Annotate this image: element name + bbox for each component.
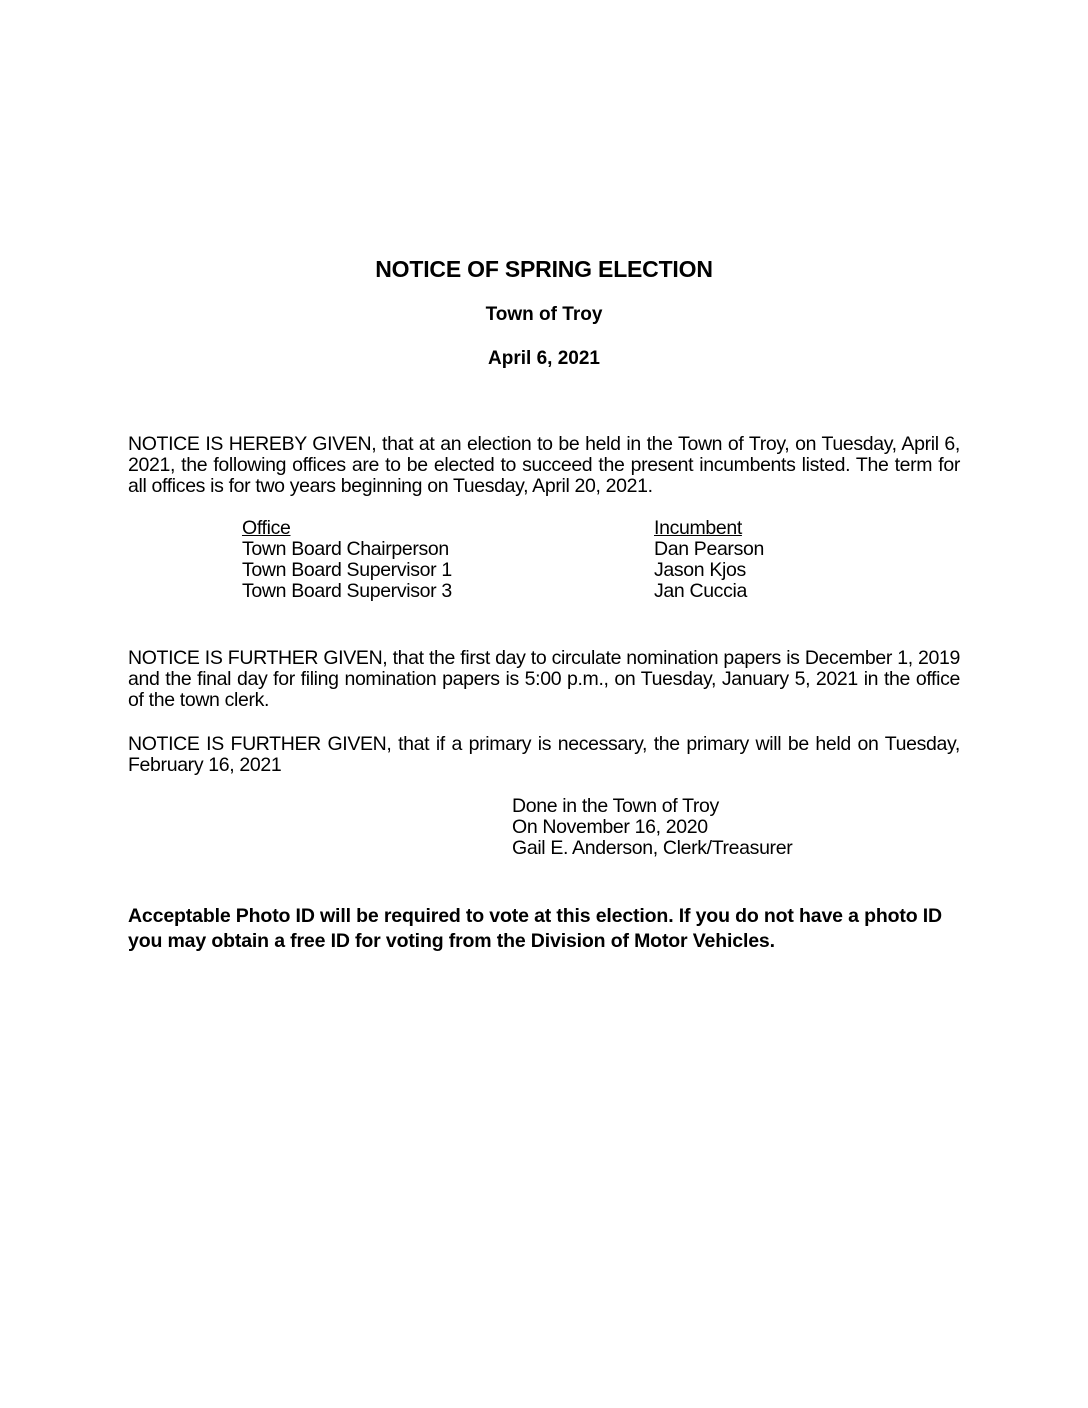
office-cell: Town Board Chairperson	[242, 538, 449, 560]
notice-paragraph-3: NOTICE IS FURTHER GIVEN, that if a primary is necessary, the primary will be held on Tuesday, February 16, 2021	[128, 733, 960, 776]
offices-header-row	[242, 518, 842, 539]
incumbent-column-header: Incumbent	[654, 517, 742, 539]
notice-paragraph-2: NOTICE IS FURTHER GIVEN, that the first day to circulate nomination papers is December 1, 2019 and the final day for filing nomination papers is 5:00 p.m., on Tuesday, January 5, 2021 in the office of the town clerk.	[128, 647, 960, 711]
table-row	[242, 539, 842, 560]
table-row	[242, 581, 842, 602]
notice-paragraph-1: NOTICE IS HEREBY GIVEN, that at an election to be held in the Town of Troy, on Tuesday, April 6, 2021, the following offices are to be elected to succeed the present incumbents listed. The term for all offices is for two years beginning on Tuesday, April 20, 2021.	[128, 433, 960, 497]
town-name: Town of Troy	[485, 304, 603, 325]
office-column-header: Office	[242, 517, 291, 539]
signoff-line-1: Done in the Town of Troy	[512, 795, 719, 817]
incumbent-cell: Dan Pearson	[654, 538, 764, 560]
document-title: NOTICE OF SPRING ELECTION	[375, 256, 713, 282]
election-date: April 6, 2021	[488, 348, 600, 369]
photo-id-notice: Acceptable Photo ID will be required to vote at this election. If you do not have a photo ID you may obtain a free ID for voting from the Division of Motor Vehicles.	[128, 905, 942, 952]
incumbent-cell: Jan Cuccia	[654, 580, 747, 602]
signoff-line-2: On November 16, 2020	[512, 816, 708, 838]
incumbent-cell: Jason Kjos	[654, 559, 746, 581]
office-cell: Town Board Supervisor 3	[242, 580, 452, 602]
signoff-block	[512, 796, 792, 859]
office-cell: Town Board Supervisor 1	[242, 559, 452, 581]
signoff-line-3: Gail E. Anderson, Clerk/Treasurer	[512, 837, 793, 859]
offices-table	[242, 518, 842, 602]
table-row	[242, 560, 842, 581]
